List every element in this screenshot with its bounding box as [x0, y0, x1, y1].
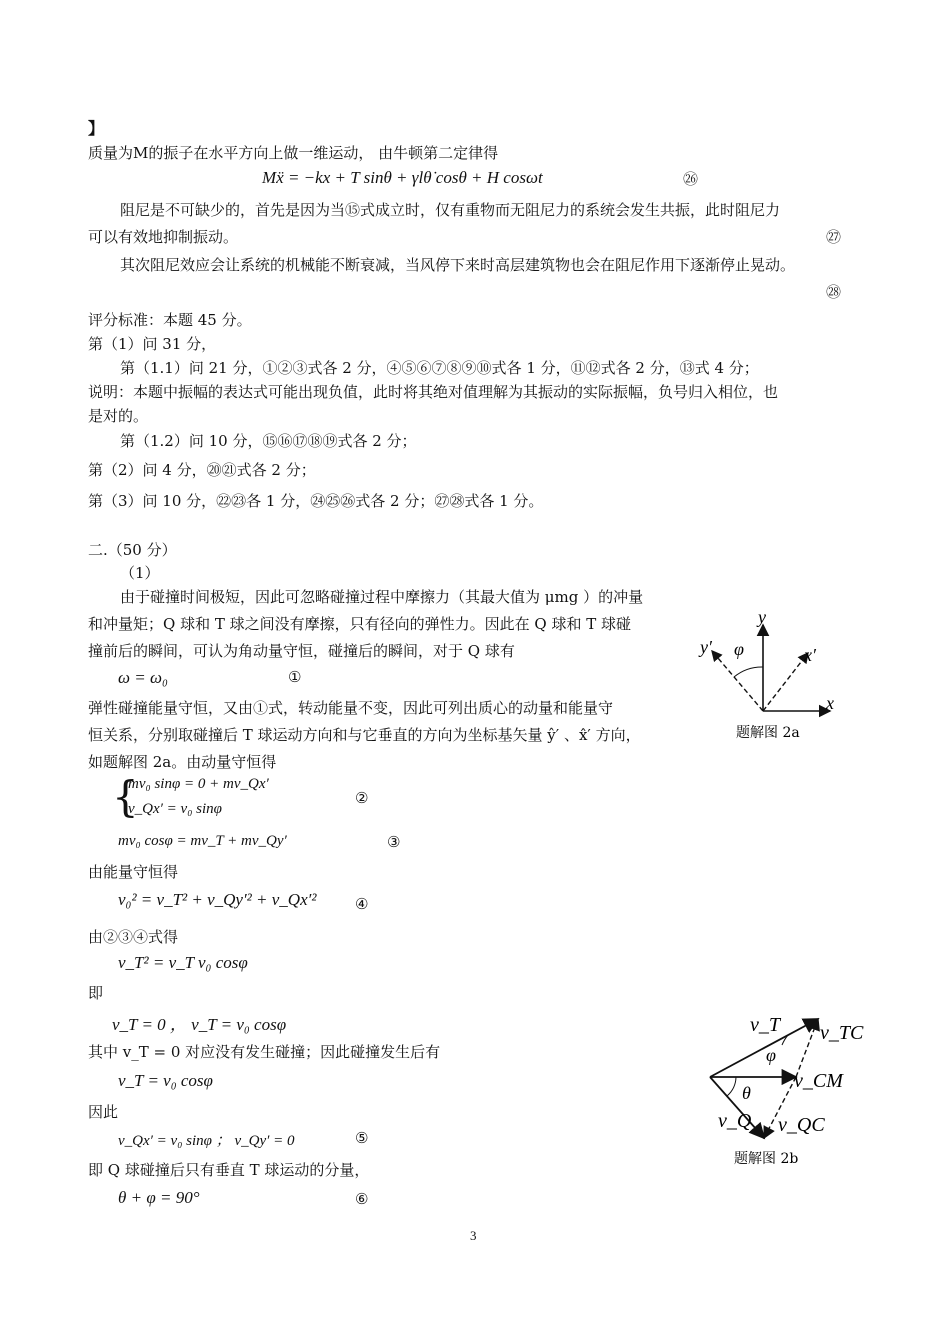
label-xprime: x′	[804, 645, 816, 665]
equation-number-2: ②	[355, 789, 369, 807]
equation-2b: v_Qx′ = v₀ sinφ	[128, 801, 222, 817]
equation-vt-solutions: v_T = 0 ， v_T = v₀ cosφ	[112, 1015, 287, 1034]
equation-number-3: ③	[387, 833, 401, 851]
label-yprime: y′	[700, 637, 712, 657]
equation-number-28: ㉘	[826, 283, 842, 301]
paragraph-line: 阻尼是不可缺少的，首先是因为当⑮式成立时，仅有重物而无阻尼力的系统会发生共振，此时阻尼力	[120, 201, 781, 219]
paragraph-line: 弹性碰撞能量守恒，又由①式，转动能量不变，因此可列出质心的动量和能量守	[88, 699, 614, 717]
label-vCM: v_CM	[794, 1070, 843, 1092]
equation-vt2: v_T² = v_T v₀ cosφ	[118, 953, 248, 972]
label-y: y	[758, 607, 766, 627]
equation-number-26: ㉖	[683, 170, 699, 188]
paragraph-line: 由于碰撞时间极短，因此可忽略碰撞过程中摩擦力（其最大值为 μmg ）的冲量	[120, 588, 644, 606]
grading-note: 是对的。	[88, 407, 149, 425]
paragraph-line: 恒关系，分别取碰撞后 T 球运动方向和与它垂直的方向为坐标基矢量 ŷ′ 、x̂′ 方向，	[88, 726, 641, 744]
equation-number-5: ⑤	[355, 1129, 369, 1147]
paragraph-line: 因此	[88, 1103, 119, 1121]
paragraph-line: 其中 v_T = 0 对应没有发生碰撞；因此碰撞发生后有	[88, 1043, 441, 1061]
equation-26: Mẍ = −kx + T sinθ + γlθ̇ cosθ + H cosωt	[262, 168, 543, 187]
equation-2a: mv₀ sinφ = 0 + mv_Qx′	[128, 776, 269, 792]
equation-3: mv₀ cosφ = mv_T + mv_Qy′	[118, 833, 287, 849]
paragraph-line: 可以有效地抑制振动。	[88, 228, 239, 246]
brace: {	[112, 772, 139, 821]
paragraph-line: 和冲量矩；Q 球和 T 球之间没有摩擦，只有径向的弹性力。因此在 Q 球和 T 球碰	[88, 615, 631, 633]
grading-line: 第（1.2）问 10 分，⑮⑯⑰⑱⑲式各 2 分；	[120, 432, 417, 450]
paragraph-line: 即	[88, 984, 104, 1002]
phi-arc	[734, 667, 763, 677]
figure-caption: 题解图 2a	[736, 725, 800, 741]
paragraph-line: 如题解图 2a。由动量守恒得	[88, 753, 277, 771]
equation-number-4: ④	[355, 895, 369, 913]
figure-2b	[700, 1005, 875, 1175]
grading-line: 评分标准：本题 45 分。	[88, 311, 252, 329]
grading-line: 第（2）问 4 分，⑳㉑式各 2 分；	[88, 461, 316, 479]
vector-vTC	[796, 1019, 818, 1077]
paragraph-line: 撞前后的瞬间，可认为角动量守恒，碰撞后的瞬间，对于 Q 球有	[88, 642, 515, 660]
label-vQ: v_Q	[718, 1110, 752, 1132]
subsection-heading: （1）	[120, 564, 160, 582]
xprime-axis	[763, 653, 808, 711]
top-bracket: 】	[88, 119, 105, 138]
equation-number-27: ㉗	[826, 228, 842, 246]
label-theta: θ	[742, 1083, 751, 1103]
figure-caption: 题解图 2b	[734, 1151, 799, 1167]
grading-line: 第（1.1）问 21 分，①②③式各 2 分，④⑤⑥⑦⑧⑨⑩式各 1 分，⑪⑫式各 2 分，⑬式 4 分；	[120, 359, 759, 377]
paragraph-line: 由②③④式得	[88, 928, 179, 946]
figure-2a	[690, 605, 850, 755]
label-x: x	[826, 693, 834, 713]
grading-note: 说明：本题中振幅的表达式可能出现负值，此时将其绝对值理解为其振动的实际振幅，负号归入相位，也	[88, 383, 779, 401]
label-phi: φ	[734, 639, 744, 659]
grading-line: 第（3）问 10 分，㉒㉓各 1 分，㉔㉕㉖式各 2 分；㉗㉘式各 1 分。	[88, 492, 544, 510]
yprime-axis	[712, 651, 763, 711]
paragraph-line: 由能量守恒得	[88, 863, 179, 881]
equation-4: v₀² = v_T² + v_Qy′² + v_Qx′²	[118, 890, 317, 909]
equation-5: v_Qx′ = v₀ sinφ ； v_Qy′ = 0	[118, 1133, 295, 1149]
equation-1: ω = ω₀	[118, 668, 168, 687]
equation-number-1: ①	[288, 668, 302, 686]
page-number: 3	[470, 1228, 477, 1243]
grading-line: 第（1）问 31 分，	[88, 335, 217, 353]
equation-number-6: ⑥	[355, 1190, 369, 1208]
label-vTC: v_TC	[820, 1022, 864, 1044]
label-vQC: v_QC	[778, 1114, 825, 1136]
label-phi: φ	[766, 1045, 776, 1065]
section-heading: 二.（50 分）	[88, 541, 177, 559]
paragraph-line: 即 Q 球碰撞后只有垂直 T 球运动的分量，	[88, 1161, 370, 1179]
theta-arc	[727, 1077, 736, 1096]
text-line: 质量为M的振子在水平方向上做一维运动， 由牛顿第二定律得	[88, 144, 499, 162]
equation-6: θ + φ = 90°	[118, 1188, 200, 1207]
equation-vt: v_T = v₀ cosφ	[118, 1071, 213, 1090]
label-vT: v_T	[750, 1014, 780, 1036]
paragraph-line: 其次阻尼效应会让系统的机械能不断衰减，当风停下来时高层建筑物也会在阻尼作用下逐渐停止晃动。	[120, 256, 796, 274]
